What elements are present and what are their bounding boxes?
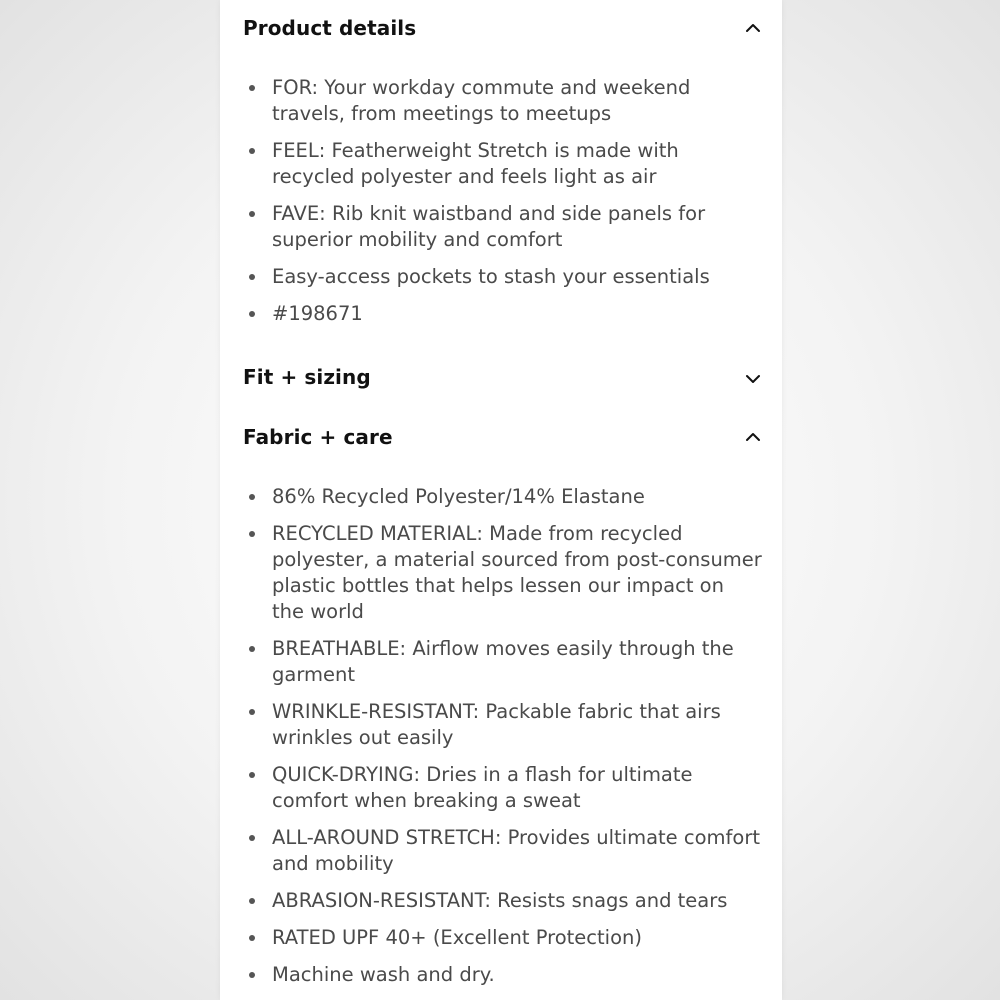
list-item: 86% Recycled Polyester/14% Elastane xyxy=(247,484,762,510)
list-item: #198671 xyxy=(247,301,762,327)
bullet-icon xyxy=(249,972,255,978)
list-item: FEEL: Featherweight Stretch is made with recycled polyester and feels light as air xyxy=(247,138,762,190)
list-item: ABRASION-RESISTANT: Resists snags and tears xyxy=(247,888,762,914)
bullet-icon xyxy=(249,494,255,500)
list-item: RECYCLED MATERIAL: Made from recycled polyester, a material sourced from post-consumer plastic bottles that helps lessen our impact on the world xyxy=(247,521,762,625)
list-item: Easy-access pockets to stash your essentials xyxy=(247,264,762,290)
bullet-icon xyxy=(249,835,255,841)
bullet-icon xyxy=(249,531,255,537)
list-item: FOR: Your workday commute and weekend travels, from meetings to meetups xyxy=(247,75,762,127)
list-item: BREATHABLE: Airflow moves easily through the garment xyxy=(247,636,762,688)
bullet-icon xyxy=(249,935,255,941)
bullet-icon xyxy=(249,211,255,217)
fabric-care-title: Fabric + care xyxy=(243,425,393,449)
chevron-up-icon[interactable] xyxy=(743,427,763,447)
product-info-panel xyxy=(220,0,782,1000)
fabric-care-header[interactable] xyxy=(243,417,763,457)
fabric-care-list xyxy=(247,484,762,999)
bullet-icon xyxy=(249,274,255,280)
product-details-list xyxy=(247,75,762,338)
list-item: WRINKLE-RESISTANT: Packable fabric that airs wrinkles out easily xyxy=(247,699,762,751)
product-details-header[interactable] xyxy=(243,8,763,48)
list-item: Machine wash and dry. xyxy=(247,962,762,988)
bullet-icon xyxy=(249,311,255,317)
list-item: RATED UPF 40+ (Excellent Protection) xyxy=(247,925,762,951)
bullet-icon xyxy=(249,646,255,652)
chevron-up-icon[interactable] xyxy=(743,18,763,38)
chevron-down-icon[interactable] xyxy=(743,369,763,389)
bullet-icon xyxy=(249,898,255,904)
bullet-icon xyxy=(249,709,255,715)
bullet-icon xyxy=(249,772,255,778)
list-item: FAVE: Rib knit waistband and side panels for superior mobility and comfort xyxy=(247,201,762,253)
bullet-icon xyxy=(249,85,255,91)
bullet-icon xyxy=(249,148,255,154)
product-details-title: Product details xyxy=(243,16,417,40)
list-item: ALL-AROUND STRETCH: Provides ultimate comfort and mobility xyxy=(247,825,762,877)
list-item: QUICK-DRYING: Dries in a flash for ultimate comfort when breaking a sweat xyxy=(247,762,762,814)
fit-sizing-header[interactable] xyxy=(243,357,763,397)
fit-sizing-title: Fit + sizing xyxy=(243,365,371,389)
